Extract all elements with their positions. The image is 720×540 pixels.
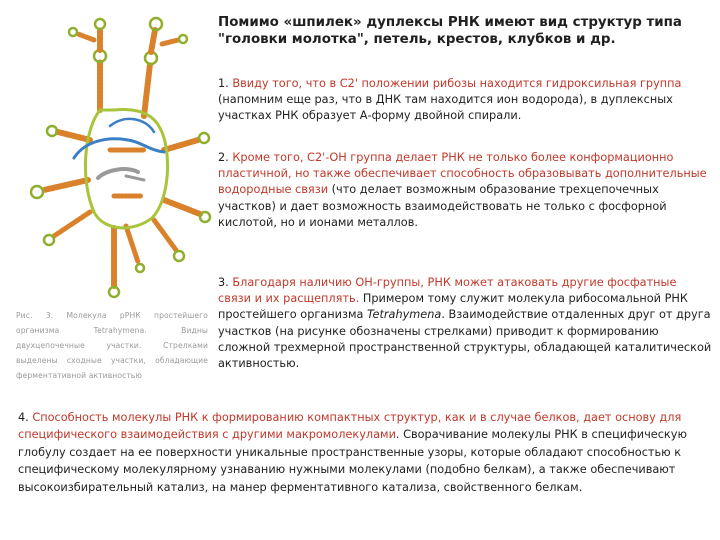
slide-title: Помимо «шпилек» дуплексы РНК имеют вид структур типа "головки молотка", петель, крестов, клубков и др. [218,15,682,47]
paragraph-2-number: 2. [218,151,233,164]
figure-caption: Рис. 3. Молекула рРНК простейшего организма Tetrahymena. Видны двухцепочечные участки. Стрелками выделены сходные участки, обладающие ферментативной активностью [16,311,208,380]
paragraph-1-text: (напомним еще раз, что в ДНК там находится ион водорода), в дуплексных участках РНК образует А-форму двойной спирали. [218,93,673,123]
paragraph-3 [218,275,713,372]
rrna-structure-figure [14,0,214,300]
paragraph-2-text: (что делает возможным образование трехцепочечных участков) и дает возможность взаимодействовать не только с фосфорной кислотой, но и ионами металлов. [218,183,667,229]
paragraph-1-highlight: Ввиду того, что в С2' положении рибозы находится гидроксильная группа [232,77,682,90]
paragraph-3-highlight: Благодаря наличию ОН-группы, РНК может атаковать другие фосфатные связи и их расщеплять. [218,276,677,306]
paragraph-2 [218,150,713,231]
paragraph-1 [218,76,713,125]
paragraph-3-text-a: Примером тому служит молекула рибосомальной РНК простейшего организма [218,292,688,322]
paragraph-4 [18,409,713,496]
paragraph-4-text: . Сворачивание молекулы РНК в специфическую глобулу создает на ее поверхности уникальные пространственные узоры, которые обладают способностью к специфическому молекулярному узнаванию нужными молекулами (подобно белкам), а также обеспечивают высокоизбирательный катализ, на манер ферментативного катализа, свойственного белкам. [18,428,687,494]
paragraph-4-number: 4. [18,411,33,424]
organism-name: Tetrahymena [367,308,442,322]
paragraph-1-number: 1. [218,77,233,90]
rrna-stems [31,18,210,297]
paragraph-3-number: 3. [218,276,233,289]
paragraph-3-text-b: . Взаимодействие отдаленных друг от друга участков (на рисунке обозначены стрелками) приводит к формированию сложной трехмерной пространственной структуры, обладающей каталитической активностью. [218,308,712,371]
paragraph-4-highlight: Способность молекулы РНК к формированию компактных структур, как и в случае белков, дает основу для специфического взаимодействия с другими макромолекулами [18,411,682,442]
paragraph-2-highlight: Кроме того, С2'-ОН группа делает РНК не только более конформационно пластичной, но также обеспечивает способность образовывать дополнительные водородные связи [218,151,707,197]
